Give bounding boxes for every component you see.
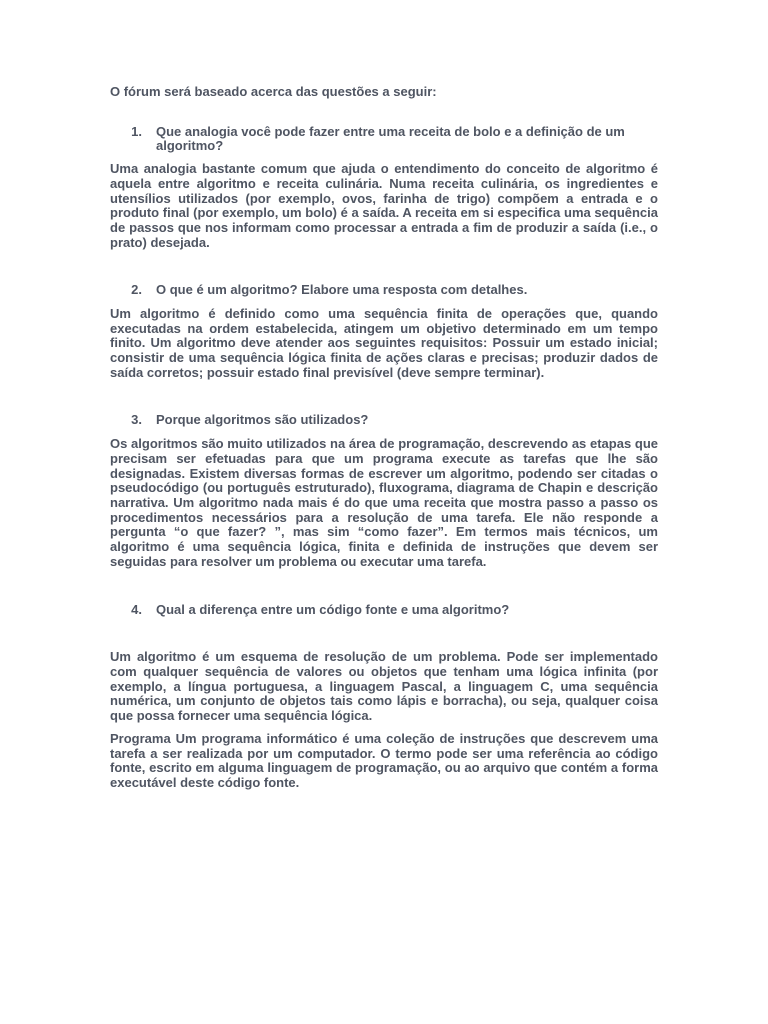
intro-text: O fórum será baseado acerca das questões a seguir:	[110, 84, 437, 99]
question-number: 2.	[131, 282, 142, 298]
answer-2: Um algoritmo é definido como uma sequência finita de operações que, quando executadas na ordem estabelecida, atingem um objetivo determinado em um tempo finito. Um algoritmo deve atender aos seguintes requisitos: Possuir um estado inicial; consistir de uma sequência lógica finita de ações claras e precisas; produzir dados de saída corretos; possuir estado final previsível (deve sempre terminar).	[110, 306, 658, 380]
question-text: Qual a diferença entre um código fonte e uma algoritmo?	[156, 601, 510, 617]
question-number: 1.	[131, 123, 142, 139]
question-text: Que analogia você pode fazer entre uma receita de bolo e a definição de um algoritmo?	[156, 123, 625, 154]
question-text: O que é um algoritmo? Elabore uma resposta com detalhes.	[156, 282, 528, 298]
question-1	[110, 125, 658, 154]
document-page	[110, 85, 658, 791]
question-number: 4.	[131, 601, 142, 617]
question-2	[110, 283, 658, 298]
question-number: 3.	[131, 411, 142, 427]
answer-4: Um algoritmo é um esquema de resolução de um problema. Pode ser implementado com qualquer sequência de valores ou objetos que tenham uma lógica infinita (por exemplo, a língua portuguesa, a linguagem Pascal, a linguagem C, uma sequência numérica, um conjunto de objetos tais como lápis e borracha), ou seja, qualquer coisa que possa fornecer uma sequência lógica.	[110, 649, 658, 724]
answer-3: Os algoritmos são muito utilizados na área de programação, descrevendo as etapas que precisam ser efetuadas para que um programa execute as tarefas que lhe são designadas. Existem diversas formas de escrever um algoritmo, podendo ser citadas o pseudocódigo (ou português estruturado), fluxograma, diagrama de Chapin e descrição narrativa. Um algoritmo nada mais é do que uma receita que mostra passo a passo os procedimentos necessários para a resolução de uma tarefa. Ele não responde a pergunta “o que fazer? ”, mas sim “como fazer”. Em termos mais técnicos, um algoritmo é uma sequência lógica, finita e definida de instruções que devem ser seguidas para resolver um problema ou executar uma tarefa.	[110, 436, 658, 569]
question-3	[110, 413, 658, 428]
answer-1: Uma analogia bastante comum que ajuda o entendimento do conceito de algoritmo é aquela entre algoritmo e receita culinária. Numa receita culinária, os ingredientes e utensílios utilizados (por exemplo, ovos, farinha de trigo) compõem a entrada e o produto final (por exemplo, um bolo) é a saída. A receita em si especifica uma sequência de passos que nos informam como processar a entrada a fim de produzir a saída (i.e., o prato) desejada.	[110, 161, 658, 250]
question-4	[110, 603, 658, 618]
answer-5: Programa Um programa informático é uma coleção de instruções que descrevem uma tarefa a ser realizada por um computador. O termo pode ser uma referência ao código fonte, escrito em alguma linguagem de programação, ou ao arquivo que contém a forma executável deste código fonte.	[110, 730, 658, 790]
question-text: Porque algoritmos são utilizados?	[156, 411, 369, 427]
